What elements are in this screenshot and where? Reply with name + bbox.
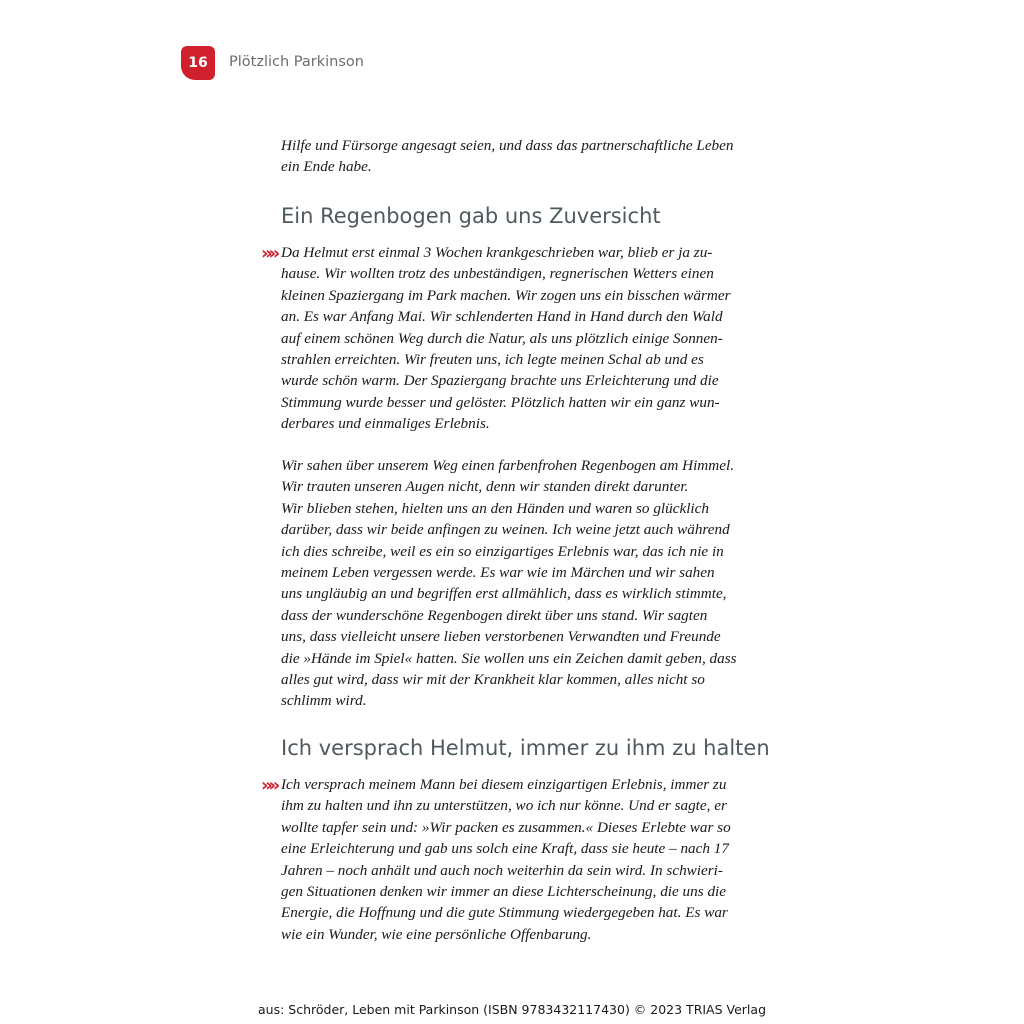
text-line: ich dies schreibe, weil es ein so einzigartiges Erlebnis war, das ich nie in	[281, 542, 724, 560]
text-line: meinem Leben vergessen werde. Es war wie im Märchen und wir sahen	[281, 564, 715, 582]
text-line: Wir trauten unseren Augen nicht, denn wir standen direkt darunter.	[281, 478, 689, 496]
text-line: dass der wunderschöne Regenbogen direkt über uns stand. Wir sagten	[281, 606, 708, 624]
page-number: 16	[188, 55, 208, 71]
text-line: alles gut wird, dass wir mit der Krankheit klar kommen, alles nicht so	[281, 671, 705, 689]
text-line: strahlen erreichten. Wir freuten uns, ich legte meinen Schal ab und es	[281, 351, 704, 369]
text-line: Ich versprach meinem Mann bei diesem einzigartigen Erlebnis, immer zu	[281, 776, 727, 793]
text-line: eine Erleichterung und gab uns solch eine Kraft, dass sie heute – nach 17	[281, 840, 729, 858]
text-line: Stimmung wurde besser und gelöster. Plötzlich hatten wir ein ganz wun-	[281, 393, 720, 411]
citation-footer: aus: Schröder, Leben mit Parkinson (ISBN 9783432117430) © 2023 TRIAS Verlag	[257, 1002, 766, 1017]
intro-paragraph	[281, 135, 781, 178]
text-line: Energie, die Hoffnung und die gute Stimmung wiedergegeben hat. Es war	[281, 904, 728, 922]
section2-paragraph-1	[281, 774, 781, 945]
text-line: Wir blieben stehen, hielten uns an den Händen und waren so glücklich	[281, 499, 709, 517]
text-line: Hilfe und Fürsorge angesagt seien, und dass das partnerschaftliche Leben	[281, 137, 734, 154]
text-line: uns, dass vielleicht unsere lieben verstorbenen Verwandten und Freunde	[281, 628, 721, 646]
text-line: gen Situationen denken wir immer an diese Lichterscheinung, die uns die	[281, 883, 726, 901]
text-line: derbares und einmaliges Erlebnis.	[281, 415, 490, 433]
text-line: ein Ende habe.	[281, 158, 372, 176]
text-line: darüber, dass wir beide anfingen zu weinen. Ich weine jetzt auch während	[281, 521, 730, 539]
text-line: wollte tapfer sein und: »Wir packen es zusammen.« Dieses Erlebte war so	[281, 818, 731, 836]
section1-paragraph-1	[281, 242, 781, 435]
text-line: schlimm wird.	[281, 692, 367, 710]
page-number-badge	[181, 46, 215, 80]
text-line: die »Hände im Spiel« hatten. Sie wollen uns ein Zeichen damit geben, dass	[281, 649, 737, 667]
chevron-marker-icon: »»	[261, 775, 277, 796]
text-line: wurde schön warm. Der Spaziergang brachte uns Erleichterung und die	[281, 372, 719, 390]
text-line: Wir sahen über unserem Weg einen farbenfrohen Regenbogen am Himmel.	[281, 457, 735, 474]
text-line: uns ungläubig an und begriffen erst allmählich, dass es wirklich stimmte,	[281, 585, 727, 603]
chevron-marker-icon: »»	[261, 243, 277, 264]
text-line: ihm zu halten und ihn zu unterstützen, wo ich nur könne. Und er sagte, er	[281, 797, 727, 815]
running-head: Plötzlich Parkinson	[229, 54, 364, 70]
text-line: wie ein Wunder, wie eine persönliche Offenbarung.	[281, 925, 592, 943]
text-line: Jahren – noch anhält und auch noch weiterhin da sein wird. In schwieri-	[281, 861, 723, 879]
text-line: Da Helmut erst einmal 3 Wochen krankgeschrieben war, blieb er ja zu-	[281, 244, 713, 261]
text-line: an. Es war Anfang Mai. Wir schlenderten Hand in Hand durch den Wald	[281, 308, 723, 326]
section-heading: Ein Regenbogen gab uns Zuversicht	[281, 204, 661, 228]
section1-paragraph-2	[281, 455, 781, 712]
text-line: kleinen Spaziergang im Park machen. Wir zogen uns ein bisschen wärmer	[281, 286, 731, 304]
text-line: auf einem schönen Weg durch die Natur, als uns plötzlich einige Sonnen-	[281, 329, 723, 347]
section-heading: Ich versprach Helmut, immer zu ihm zu halten	[281, 736, 770, 760]
text-line: hause. Wir wollten trotz des unbeständigen, regnerischen Wetters einen	[281, 265, 714, 283]
